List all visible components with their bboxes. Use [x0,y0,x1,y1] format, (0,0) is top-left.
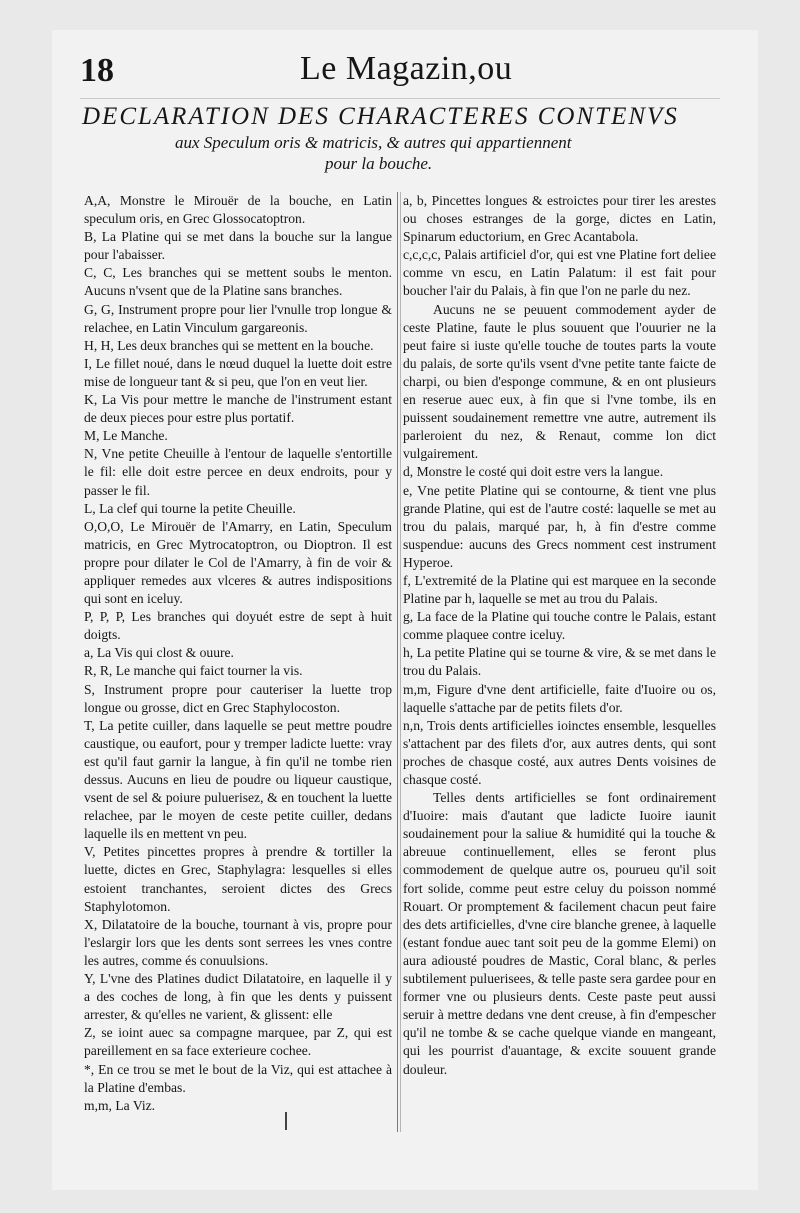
legend-entry: e, Vne petite Platine qui se contourne, & tient vne plus grande Platine, qui est de l'autre costé: laquelle se met au trou du palais, marqué par, h, à fin d'estre comme suspendue: aucuns des Grecs nomment cest instrument Hyperoe. [403,482,716,570]
right-column [403,192,716,1079]
legend-entry: B, La Platine qui se met dans la bouche sur la langue pour l'abaisser. [84,229,392,263]
section-subtitle-line2: pour la bouche. [325,154,433,173]
legend-entry: M, Le Manche. [84,428,168,444]
section-title: DECLARATION DES CHARACTERES CONTENVS [82,103,679,130]
page-number: 18 [80,52,114,89]
legend-entry: P, P, P, Les branches qui doyuét estre de sept à huit doigts. [84,609,392,643]
legend-entry: m,m, Figure d'vne dent artificielle, faite d'Iuoire ou os, laquelle s'attache par de petits filets d'or. [403,681,716,715]
legend-entry: f, L'extremité de la Platine qui est marquee en la seconde Platine par h, laquelle se met au trou du Palais. [403,572,716,607]
running-title: Le Magazin,ou [300,50,513,87]
body-paragraph: Telles dents artificielles se font ordinairement d'Iuoire: mais d'autant que ladicte Iuoire iaunit soudainement pour la saliue & humidité qui la touche & abreuue continuellement, elles se feront plus commodement de quelque autre os, pourueu qu'il soit fort solide, comme peut estre celuy du poisson nommé Rouart. Or promptement & facilement chacun peut faire des dets artificielles, d'vne cire blanche grenee, à laquelle (estant fondue auec tant soit peu de la gomme Elemi) on aura adiousté poudres de Mastic, Coral blanc, & perles subtilement puluerisees, & telle paste sera gardee pour en former vne ou plusieurs dents. Ceste paste peut aussi seruir à mettre dedans vne dent creuse, à fin d'empescher qu'il ne tombe & se cache quelque viande en mangeant, qui les pourrist d'auantage, & excite souuent grande douleur. [403,790,716,1077]
legend-entry: n,n, Trois dents artificielles ioinctes ensemble, lesquelles s'attachent par des filets d'or, aux autres dents, qui sont proches de chasque costé, aux autres Dents voisines de chasque costé. [403,717,716,787]
legend-entry: O,O,O, Le Mirouër de l'Amarry, en Latin, Speculum matricis, en Grec Mytrocatoptron, ou Dioptron. Il est propre pour dilater le Col de l'Amarry, à fin de voir & appliquer remedes aux vlceres & autres indispositions qui sont en iceluy. [84,518,392,607]
legend-entry: h, La petite Platine qui se tourne & vire, & se met dans le trou du Palais. [403,645,716,679]
legend-entry: a, b, Pincettes longues & estroictes pour tirer les arestes ou choses estranges de la gorge, dictes en Latin, Spinarum eductorium, en Grec Acantabola. [403,193,716,245]
legend-entry: g, La face de la Platine qui touche contre le Palais, estant comme plaquee contre iceluy. [403,609,716,643]
legend-entry: Z, se ioint auec sa compagne marquee, par Z, qui est pareillement en sa face exterieure cochee. [84,1025,392,1059]
legend-entry: d, Monstre le costé qui doit estre vers la langue. [403,464,664,480]
legend-entry: C, C, Les branches qui se mettent soubs le menton. Aucuns n'vsent que de la Platine sans branches. [84,265,392,299]
legend-entry: H, H, Les deux branches qui se mettent en la bouche. [84,337,374,353]
legend-entry: m,m, La Viz. [84,1097,156,1113]
legend-entry: A,A, Monstre le Mirouër de la bouche, en Latin speculum oris, en Grec Glossocatoptron. [84,193,392,227]
legend-entry: I, Le fillet noué, dans le nœud duquel la luette doit estre mise de longueur tant & si peu, que l'on en veut lier. [84,355,392,389]
legend-entry: a, La Vis qui clost & ouure. [84,645,234,661]
bottom-mark [285,1112,287,1130]
legend-entry: Y, L'vne des Platines dudict Dilatatoire, en laquelle il y a des coches de long, à fin que les dents y puissent arrester, & qu'elles ne varient, & glissent: elle [84,971,392,1023]
legend-entry: K, La Vis pour mettre le manche de l'instrument estant de deux pieces pour estre plus portatif. [84,392,392,426]
body-paragraph: Aucuns ne se peuuent commodement ayder de ceste Platine, faute le plus souuent que l'ouurier ne la peut faire si iuste qu'elle touche de toutes parts la voute du palais, de sorte qu'ils vsent d'vne petite tante faicte de charpi, ou bien d'esponge commune, & en ont plusieurs en reserue auec eux, à fin que si l'vne tombe, ils en puissent soudainement remettre vne autre, autrement ils parleroient du nez, & Renaut, comme lon dict vulgairement. [403,301,716,462]
legend-entry: c,c,c,c, Palais artificiel d'or, qui est vne Platine fort deliee comme vn escu, en Latin Palatum: il est fait pour boucher l'air du Palais, à fin que l'on ne parle du nez. [403,247,716,299]
legend-entry: V, Petites pincettes propres à prendre & tortiller la luette, dictes en Grec, Staphylagra: lesquelles si elles estoient tranchantes, seroient dictes des Grecs Staphylotomon. [84,844,392,914]
legend-entry: X, Dilatatoire de la bouche, tournant à vis, propre pour l'eslargir lors que les dents sont serrees les vnes contre les autres, comme és conuulsions. [84,916,392,968]
legend-entry: S, Instrument propre pour cauteriser la luette trop longue ou grosse, dict en Grec Staphylocoston. [84,681,392,715]
legend-entry: N, Vne petite Cheuille à l'entour de laquelle s'entortille le fil: elle doit estre percee en deux endroits, pour y passer le fil. [84,446,392,498]
column-divider-shadow [400,192,401,1132]
column-divider [397,192,398,1132]
legend-entry: L, La clef qui tourne la petite Cheuille. [84,500,296,516]
section-subtitle-line1: aux Speculum oris & matricis, & autres qui appartiennent [175,133,572,152]
legend-entry: T, La petite cuiller, dans laquelle se peut mettre poudre caustique, ou eaufort, pour y tremper ladicte luette: vray est qu'il faut garnir la langue, à fin qu'il ne tombe rien dessus. Aucuns en lieu de poudre ou liqueur caustique, vsent de sel & poiure puluerisez, & en touchent la luette relachee, par le moyen de ceste petite cuiller, dedans laquelle ils en mettent vn peu. [84,717,392,842]
legend-entry: R, R, Le manche qui faict tourner la vis. [84,663,303,679]
legend-entry: G, G, Instrument propre pour lier l'vnulle trop longue & relachee, en Latin Vinculum gargareonis. [84,301,392,335]
header-rule [80,98,720,99]
legend-entry: *, En ce trou se met le bout de la Viz, qui est attachee à la Platine d'embas. [84,1061,392,1095]
left-column [84,192,392,1115]
